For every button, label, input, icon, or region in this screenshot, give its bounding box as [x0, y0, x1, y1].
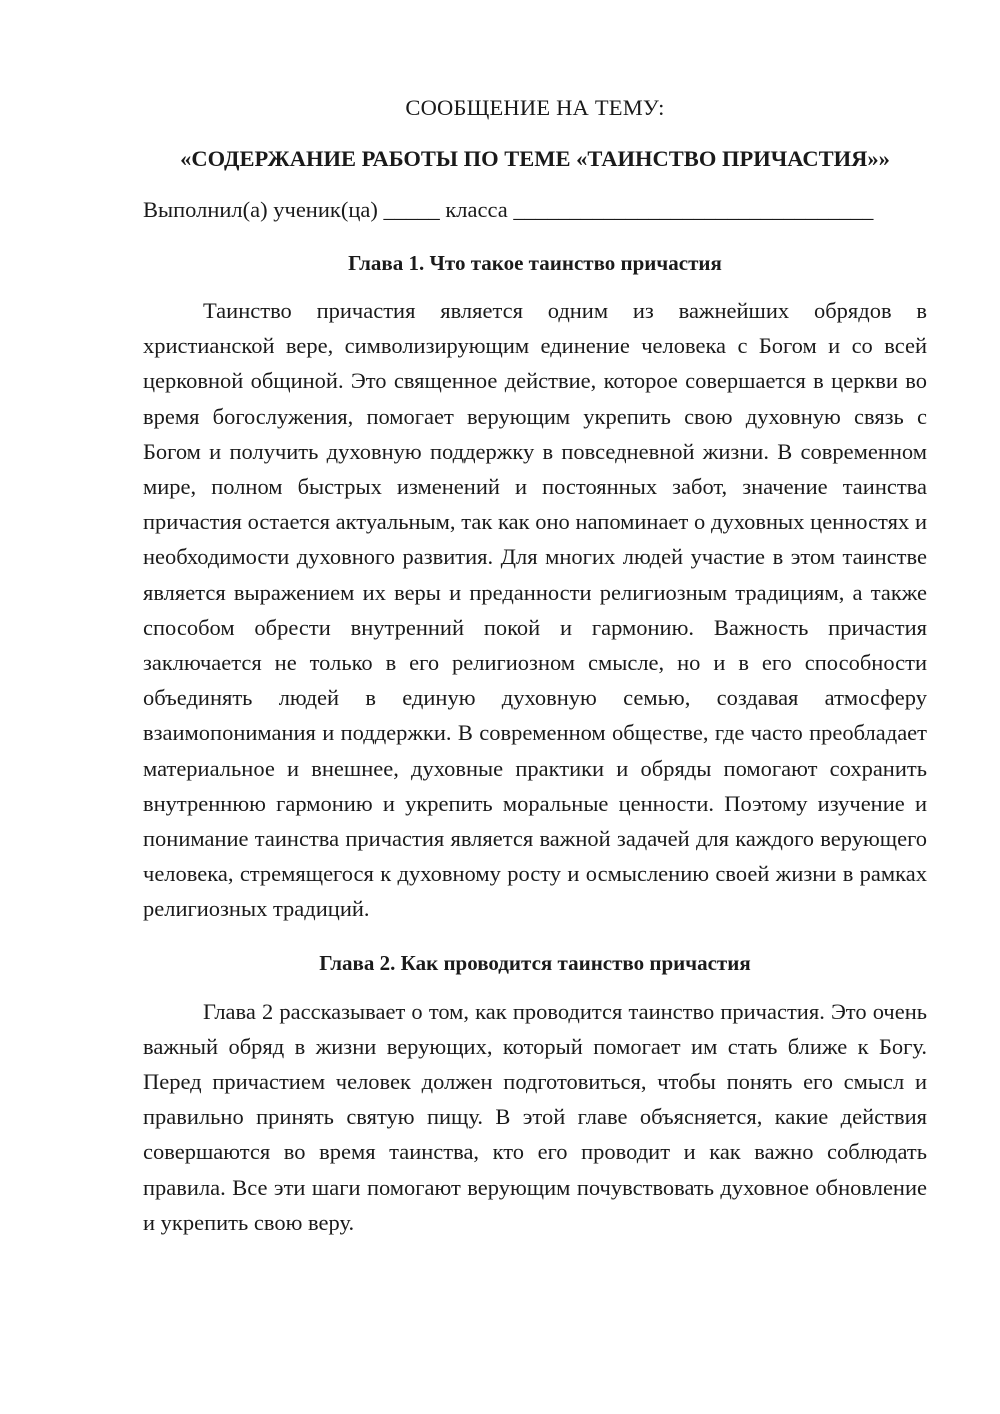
- document-topic: «СОДЕРЖАНИЕ РАБОТЫ ПО ТЕМЕ «ТАИНСТВО ПРИЧАСТИЯ»»: [180, 146, 890, 171]
- chapter-1-paragraph: Таинство причастия является одним из важнейших обрядов в христианской вере, символизирующим единение человека с Богом и со всей церковной общиной. Это священное действие, которое совершается в церкви во время богослужения, помогает верующим укрепить свою духовную связь с Богом и получить духовную поддержку в повседневной жизни. В современном мире, полном быстрых изменений и постоянных забот, значение таинства причастия остается актуальным, так как оно напоминает о духовных ценностях и необходимости духовного развития. Для многих людей участие в этом таинстве является выражением их веры и преданности религиозным традициям, а также способом обрести внутренний покой и гармонию. Важность причастия заключается не только в его религиозном смысле, но и в его способности объединять людей в единую духовную семью, создавая атмосферу взаимопонимания и поддержки. В современном обществе, где часто преобладает материальное и внешнее, духовные практики и обряды помогают сохранить внутреннюю гармонию и укрепить моральные ценности. Поэтому изучение и понимание таинства причастия является важной задачей для каждого верующего человека, стремящегося к духовному росту и осмыслению своей жизни в рамках религиозных традиций.: [143, 298, 927, 922]
- chapter-1-heading: Глава 1. Что такое таинство причастия: [348, 251, 722, 275]
- chapter-2-paragraph: Глава 2 рассказывает о том, как проводится таинство причастия. Это очень важный обряд в жизни верующих, который помогает им стать ближе к Богу. Перед причастием человек должен подготовиться, чтобы понять его смысл и правильно принять святую пищу. В этой главе объясняется, какие действия совершаются во время таинства, кто его проводит и как важно соблюдать правила. Все эти шаги помогают верующим почувствовать духовное обновление и укрепить свою веру.: [143, 998, 927, 1235]
- document-page: [143, 92, 927, 1240]
- chapter-2-heading: Глава 2. Как проводится таинство причастия: [319, 950, 751, 975]
- document-title: СООБЩЕНИЕ НА ТЕМУ:: [405, 95, 665, 120]
- student-info-line: Выполнил(а) ученик(ца) _____ класса ________________________________: [143, 197, 874, 222]
